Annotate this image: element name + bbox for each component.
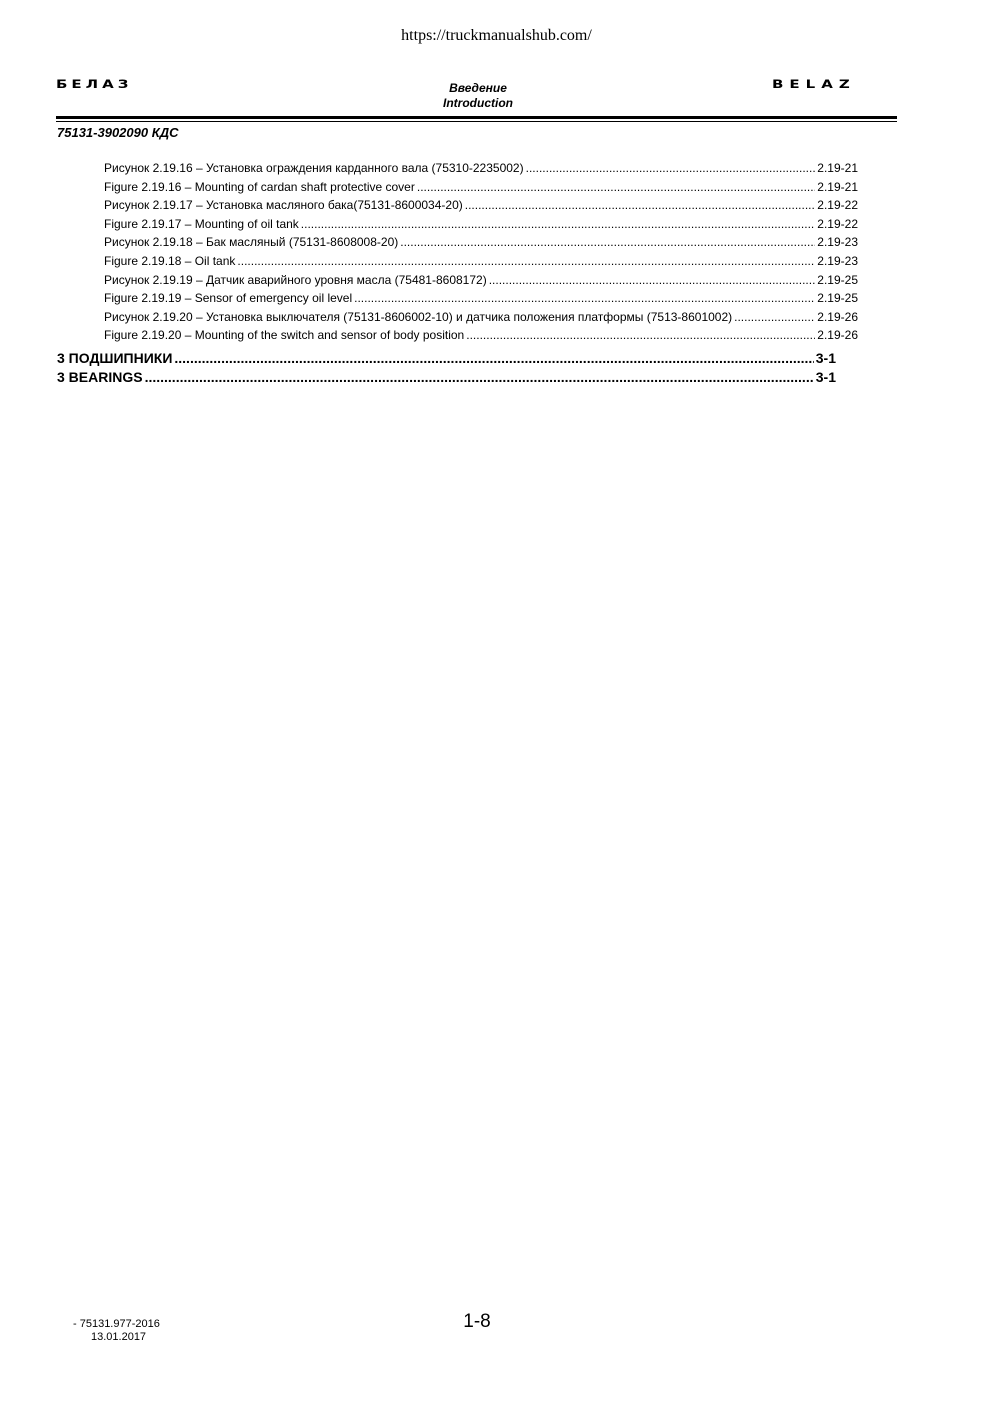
- toc-entry-label: 3 BEARINGS: [57, 369, 143, 385]
- toc-leader-dots: [301, 215, 816, 233]
- page-number: 1-8: [463, 1311, 491, 1332]
- toc-entry-page: 2.19-21: [817, 161, 858, 175]
- section-title: [380, 81, 576, 111]
- toc-entry[interactable]: [104, 178, 858, 196]
- toc-entry-label: Figure 2.19.20 – Mounting of the switch and sensor of body position: [104, 328, 465, 343]
- source-url[interactable]: https://truckmanualshub.com/: [401, 27, 592, 44]
- toc-entry[interactable]: [104, 252, 858, 270]
- footer-doc-number: - 75131.977-2016: [73, 1318, 160, 1330]
- toc-entry-label: Рисунок 2.19.18 – Бак масляный (75131-8608008-20): [104, 235, 399, 250]
- toc-entry-label: 3 ПОДШИПНИКИ: [57, 350, 173, 366]
- footer-doc-info: [73, 1318, 160, 1344]
- toc-entry-page: 2.19-23: [817, 254, 858, 268]
- toc-entry[interactable]: [104, 215, 858, 233]
- toc-entry[interactable]: [104, 326, 858, 344]
- toc-leader-dots: [174, 349, 813, 367]
- toc-entry-page: 2.19-26: [817, 328, 858, 343]
- toc-entry-label: Figure 2.19.18 – Oil tank: [104, 254, 236, 268]
- section-title-ru: Введение: [449, 81, 507, 95]
- header-rule-thick: [56, 116, 897, 119]
- toc-entry-label: Figure 2.19.17 – Mounting of oil tank: [104, 216, 299, 231]
- toc-entry-label: Рисунок 2.19.19 – Датчик аварийного уровня масла (75481-8608172): [104, 272, 487, 287]
- toc-entry[interactable]: [104, 271, 858, 289]
- toc-entry-page: 2.19-22: [817, 216, 858, 231]
- toc-entry-label: Рисунок 2.19.20 – Установка выключателя (75131-8606002-10) и датчика положения платформы (7513-8601002): [104, 309, 733, 324]
- belaz-logo-en: BELAZ: [772, 77, 856, 91]
- section-title-en: Introduction: [443, 96, 513, 110]
- toc-entry[interactable]: [104, 196, 858, 214]
- toc-entry-page: 2.19-23: [817, 235, 858, 250]
- toc-chapter-entry[interactable]: [57, 368, 836, 386]
- toc-leader-dots: [145, 368, 814, 386]
- footer-date: 13.01.2017: [91, 1331, 147, 1343]
- toc-entry-label: Figure 2.19.16 – Mounting of cardan shaft protective cover: [104, 179, 415, 194]
- belaz-logo-ru: БЕЛАЗ: [56, 77, 133, 91]
- toc-leader-dots: [526, 159, 816, 177]
- toc-entry[interactable]: [104, 233, 858, 251]
- toc-leader-dots: [734, 308, 815, 326]
- toc-leader-dots: [465, 196, 816, 214]
- toc-leader-dots: [466, 326, 815, 344]
- toc-entry-page: 2.19-25: [817, 291, 858, 306]
- toc-entry[interactable]: [104, 159, 858, 177]
- toc-entry-label: Рисунок 2.19.17 – Установка масляного бака(75131-8600034-20): [104, 198, 463, 213]
- toc-entry-page: 2.19-21: [817, 179, 858, 194]
- toc-leader-dots: [489, 271, 816, 289]
- toc-entry-page: 2.19-26: [817, 309, 858, 324]
- toc-entry-page: 2.19-25: [817, 272, 858, 287]
- toc-leader-dots: [354, 289, 815, 307]
- toc-leader-dots: [417, 178, 815, 196]
- header-rule-thin: [56, 121, 897, 122]
- toc-entry-page: 3-1: [815, 350, 836, 366]
- toc-leader-dots: [237, 252, 815, 270]
- toc-leader-dots: [400, 233, 815, 251]
- toc-chapter-entry[interactable]: [57, 349, 836, 367]
- document-code: 75131-3902090 КДС: [57, 125, 179, 140]
- toc-entry[interactable]: [104, 308, 858, 326]
- toc-entry-label: Рисунок 2.19.16 – Установка ограждения карданного вала (75310-2235002): [104, 161, 524, 175]
- toc-entry-label: Figure 2.19.19 – Sensor of emergency oil level: [104, 291, 353, 306]
- toc-entry[interactable]: [104, 289, 858, 307]
- toc-entry-page: 2.19-22: [817, 198, 858, 213]
- toc-entry-page: 3-1: [815, 369, 836, 385]
